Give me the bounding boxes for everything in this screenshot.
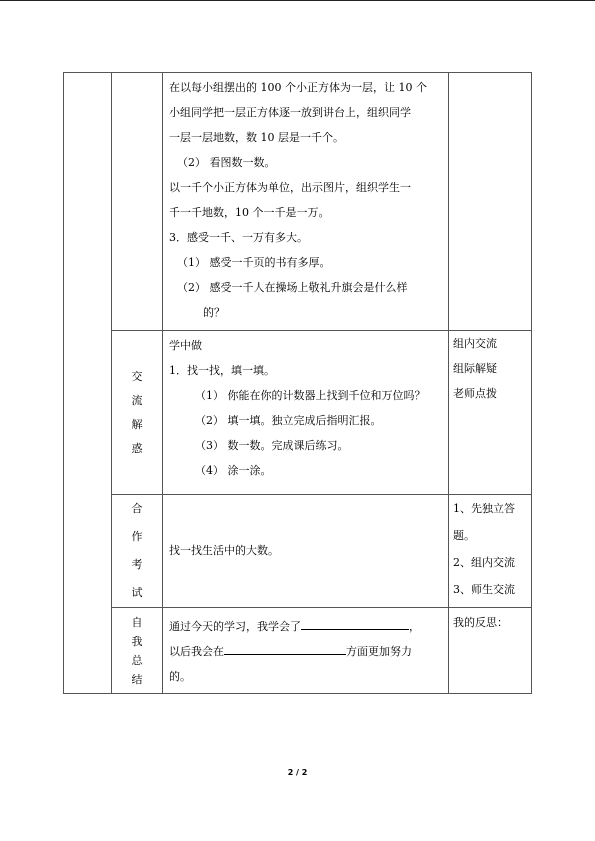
row3-side-line: 题。 [453,529,475,542]
row3-side-cell [449,495,532,608]
row3-side-line: 2、组内交流 [453,556,515,569]
page-number: 2 / 2 [287,768,308,777]
row1-line: 千一千地数，10 个一千是一万。 [169,206,330,219]
lesson-table [63,72,532,694]
row4-label-char: 我 [131,634,143,648]
row4-line-3: 的。 [169,670,191,683]
row3-text: 找一找生活中的大数。 [169,543,279,557]
row4-line1-pre: 通过今天的学习，我学会了 [169,620,301,633]
row2-content-cell [163,331,449,495]
row1-line: 3．感受一千、一万有多大。 [169,231,308,244]
row2-line: （4） 涂一涂。 [195,464,272,477]
row2-label-char: 解 [131,417,143,431]
row2-label-char: 交 [131,369,143,383]
row2-line: （3） 数一数。完成课后练习。 [195,439,349,452]
row2-line: （2） 填一填。独立完成后指明汇报。 [195,414,382,427]
row1-line: 在以每小组摆出的 100 个小正方体为一层，让 10 个 [169,81,427,94]
row3-label-cell [112,495,163,608]
row3-label-char: 合 [131,502,143,515]
row2-line: 学中做 [169,339,202,352]
row4-line-2 [169,639,442,664]
row1-side-cell [449,73,532,331]
row1-label-cell [112,73,163,331]
row4-line2-post: 方面更加努力 [346,645,412,658]
learned-blank[interactable] [301,617,409,630]
row1-line: 一层一层地数，数 10 层是一千个。 [169,131,344,144]
row4-label-cell [112,608,163,694]
row2-line: 1．找一找，填一填。 [169,364,275,377]
row4-line-1 [169,614,442,639]
row2-label-char: 流 [131,393,143,407]
row1-line: （2） 看图数一数。 [177,156,276,169]
row4-label-char: 结 [131,672,143,686]
row4-line1-post: ， [409,620,420,633]
row3-content-cell [163,495,449,608]
row2-side-line: 组际解疑 [453,362,497,375]
row1-content-cell [163,73,449,331]
row4-label-char: 自 [131,615,143,629]
table-row-activity-continued [64,73,532,331]
row4-line2-pre: 以后我会在 [169,645,224,658]
row1-line: 小组同学把一层正方体逐一放到讲台上，组织同学 [169,106,411,119]
row2-line: （1） 你能在你的计数器上找到千位和万位吗？ [195,389,426,402]
row3-label-char: 试 [131,586,143,599]
table-row-self-summary [64,608,532,694]
reflection-label: 我的反思： [453,616,508,629]
row1-line: （1） 感受一千页的书有多厚。 [177,256,331,269]
row3-label-char: 考 [131,558,143,571]
row2-label-cell [112,331,163,495]
table-row-exchange [64,331,532,495]
row3-label-char: 作 [131,530,143,543]
header-rule [0,0,595,1]
row3-side-line: 3、师生交流 [453,583,515,596]
row2-side-cell [449,331,532,495]
effort-blank[interactable] [224,642,346,655]
row1-line: 的？ [203,306,225,319]
row4-content-cell [163,608,449,694]
row2-side-line: 老师点拨 [453,387,497,400]
row1-line: 以一千个小正方体为单位，出示图片，组织学生一 [169,181,411,194]
row4-side-cell [449,608,532,694]
outer-label-cell [64,73,112,694]
row4-label-char: 总 [131,653,143,667]
row2-label-char: 惑 [131,441,143,455]
table-row-cooperation [64,495,532,608]
row1-line: （2） 感受一千人在操场上敬礼升旗会是什么样 [177,281,408,294]
row2-side-line: 组内交流 [453,337,497,350]
row3-side-line: 1、先独立答 [453,502,515,515]
